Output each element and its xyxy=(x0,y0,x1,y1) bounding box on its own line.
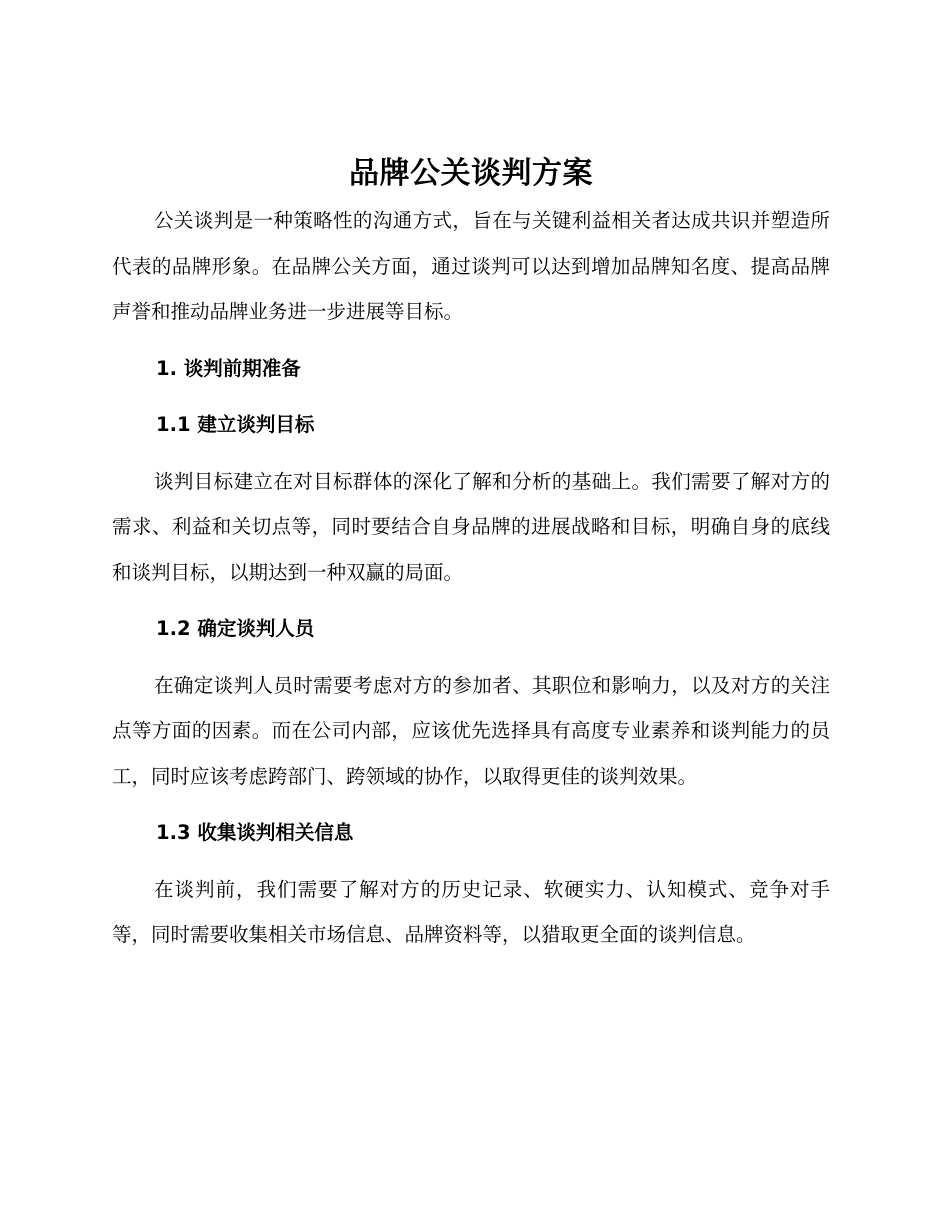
document-page xyxy=(112,150,830,958)
subsection-1-3-body: 在谈判前，我们需要了解对方的历史记录、软硬实力、认知模式、竞争对手等，同时需要收集相关市场信息、品牌资料等，以猎取更全面的谈判信息。 xyxy=(112,877,830,946)
subsection-1-2-body: 在确定谈判人员时需要考虑对方的参加者、其职位和影响力，以及对方的关注点等方面的因素。而在公司内部，应该优先选择具有高度专业素养和谈判能力的员工，同时应该考虑跨部门、跨领域的协作，以取得更佳的谈判效果。 xyxy=(112,673,830,788)
subsection-1-2-heading: 1.2 确定谈判人员 xyxy=(156,617,315,640)
subsection-1-3-heading: 1.3 收集谈判相关信息 xyxy=(156,821,354,844)
document-title: 品牌公关谈判方案 xyxy=(349,156,593,191)
section-1-heading: 1. 谈判前期准备 xyxy=(156,356,301,380)
intro-paragraph: 公关谈判是一种策略性的沟通方式，旨在与关键利益相关者达成共识并塑造所代表的品牌形象。在品牌公关方面，通过谈判可以达到增加品牌知名度、提高品牌声誉和推动品牌业务进一步进展等目标。 xyxy=(112,209,830,323)
subsection-1-1-body: 谈判目标建立在对目标群体的深化了解和分析的基础上。我们需要了解对方的需求、利益和关切点等，同时要结合自身品牌的进展战略和目标，明确自身的底线和谈判目标，以期达到一种双赢的局面。 xyxy=(112,469,830,584)
subsection-1-1-heading: 1.1 建立谈判目标 xyxy=(156,413,315,436)
